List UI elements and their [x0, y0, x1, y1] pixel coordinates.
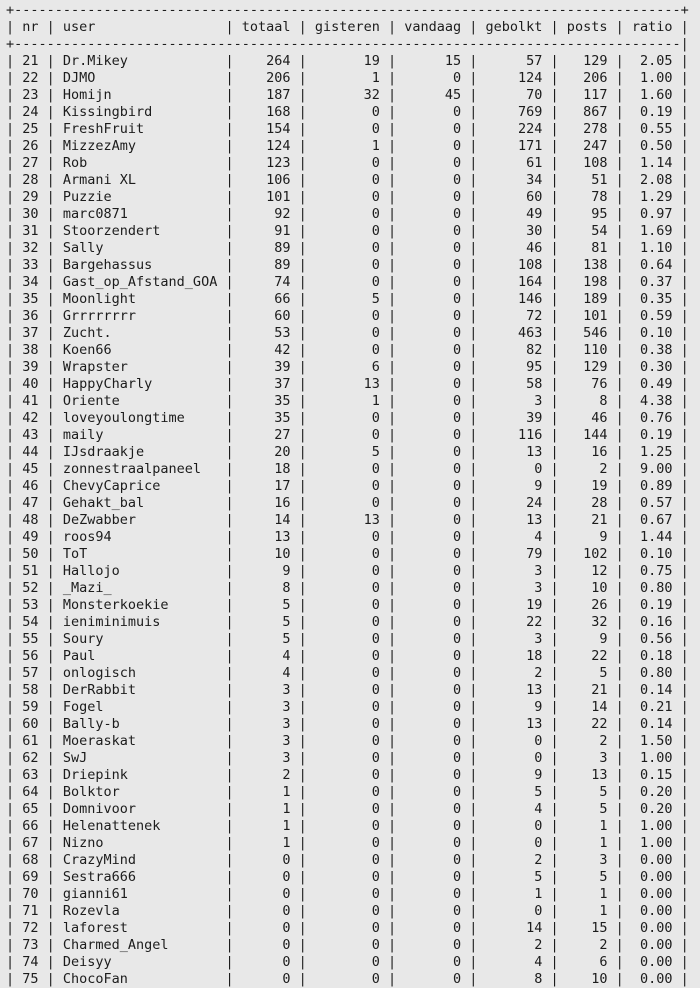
table-row: | 52 | _Mazi_ | 8 | 0 | 0 | 3 | 10 | 0.80 | [6, 580, 689, 596]
table-row: | 43 | maily | 27 | 0 | 0 | 116 | 144 | 0.19 | [6, 427, 689, 443]
table-row: | 40 | HappyCharly | 37 | 13 | 0 | 58 | 76 | 0.49 | [6, 376, 689, 392]
table-row: | 47 | Gehakt_bal | 16 | 0 | 0 | 24 | 28 | 0.57 | [6, 495, 689, 511]
table-row: | 61 | Moeraskat | 3 | 0 | 0 | 0 | 2 | 1.50 | [6, 733, 689, 749]
table-row: | 45 | zonnestraalpaneel | 18 | 0 | 0 | 0 | 2 | 9.00 | [6, 461, 689, 477]
table-row: | 30 | marc0871 | 92 | 0 | 0 | 49 | 95 | 0.97 | [6, 206, 689, 222]
table-row: | 54 | ieniminimuis | 5 | 0 | 0 | 22 | 32 | 0.16 | [6, 614, 689, 630]
table-row: | 37 | Zucht. | 53 | 0 | 0 | 463 | 546 | 0.10 | [6, 325, 689, 341]
table-row: | 59 | Fogel | 3 | 0 | 0 | 9 | 14 | 0.21 | [6, 699, 689, 715]
table-row: | 23 | Homijn | 187 | 32 | 45 | 70 | 117 | 1.60 | [6, 87, 689, 103]
table-row: | 58 | DerRabbit | 3 | 0 | 0 | 13 | 21 | 0.14 | [6, 682, 689, 698]
table-row: | 69 | Sestra666 | 0 | 0 | 0 | 5 | 5 | 0.00 | [6, 869, 689, 885]
table-row: | 66 | Helenattenek | 1 | 0 | 0 | 0 | 1 | 1.00 | [6, 818, 689, 834]
table-row: | 63 | Driepink | 2 | 0 | 0 | 9 | 13 | 0.15 | [6, 767, 689, 783]
table-row: | 42 | loveyoulongtime | 35 | 0 | 0 | 39 | 46 | 0.76 | [6, 410, 689, 426]
table-row: | 46 | ChevyCaprice | 17 | 0 | 0 | 9 | 19 | 0.89 | [6, 478, 689, 494]
table-row: | 22 | DJMO | 206 | 1 | 0 | 124 | 206 | 1.00 | [6, 70, 689, 86]
table-row: | 51 | Hallojo | 9 | 0 | 0 | 3 | 12 | 0.75 | [6, 563, 689, 579]
table-row: | 41 | Oriente | 35 | 1 | 0 | 3 | 8 | 4.38 | [6, 393, 689, 409]
table-header-row: | nr | user | totaal | gisteren | vandaag | gebolkt | posts | ratio | [6, 19, 689, 35]
table-row: | 28 | Armani XL | 106 | 0 | 0 | 34 | 51 | 2.08 | [6, 172, 689, 188]
table-top-border: +----------------------------------------------------------------------------------+ [6, 2, 689, 18]
table-row: | 64 | Bolktor | 1 | 0 | 0 | 5 | 5 | 0.20 | [6, 784, 689, 800]
table-row: | 24 | Kissingbird | 168 | 0 | 0 | 769 | 867 | 0.19 | [6, 104, 689, 120]
table-row: | 26 | MizzezAmy | 124 | 1 | 0 | 171 | 247 | 0.50 | [6, 138, 689, 154]
table-row: | 38 | Koen66 | 42 | 0 | 0 | 82 | 110 | 0.38 | [6, 342, 689, 358]
table-row: | 72 | laforest | 0 | 0 | 0 | 14 | 15 | 0.00 | [6, 920, 689, 936]
table-row: | 65 | Domnivoor | 1 | 0 | 0 | 4 | 5 | 0.20 | [6, 801, 689, 817]
table-row: | 68 | CrazyMind | 0 | 0 | 0 | 2 | 3 | 0.00 | [6, 852, 689, 868]
table-row: | 35 | Moonlight | 66 | 5 | 0 | 146 | 189 | 0.35 | [6, 291, 689, 307]
table-row: | 71 | Rozevla | 0 | 0 | 0 | 0 | 1 | 0.00 | [6, 903, 689, 919]
table-row: | 74 | Deisyy | 0 | 0 | 0 | 4 | 6 | 0.00 | [6, 954, 689, 970]
table-row: | 70 | gianni61 | 0 | 0 | 0 | 1 | 1 | 0.00 | [6, 886, 689, 902]
table-row: | 25 | FreshFruit | 154 | 0 | 0 | 224 | 278 | 0.55 | [6, 121, 689, 137]
table-row: | 34 | Gast_op_Afstand_GOA | 74 | 0 | 0 | 164 | 198 | 0.37 | [6, 274, 689, 290]
table-row: | 36 | Grrrrrrrr | 60 | 0 | 0 | 72 | 101 | 0.59 | [6, 308, 689, 324]
table-row: | 21 | Dr.Mikey | 264 | 19 | 15 | 57 | 129 | 2.05 | [6, 53, 689, 69]
table-row: | 73 | Charmed_Angel | 0 | 0 | 0 | 2 | 2 | 0.00 | [6, 937, 689, 953]
table-row: | 57 | onlogisch | 4 | 0 | 0 | 2 | 5 | 0.80 | [6, 665, 689, 681]
table-row: | 29 | Puzzie | 101 | 0 | 0 | 60 | 78 | 1.29 | [6, 189, 689, 205]
table-row: | 48 | DeZwabber | 14 | 13 | 0 | 13 | 21 | 0.67 | [6, 512, 689, 528]
table-row: | 53 | Monsterkoekie | 5 | 0 | 0 | 19 | 26 | 0.19 | [6, 597, 689, 613]
table-row: | 31 | Stoorzendert | 91 | 0 | 0 | 30 | 54 | 1.69 | [6, 223, 689, 239]
table-row: | 32 | Sally | 89 | 0 | 0 | 46 | 81 | 1.10 | [6, 240, 689, 256]
table-row: | 39 | Wrapster | 39 | 6 | 0 | 95 | 129 | 0.30 | [6, 359, 689, 375]
table-row: | 55 | Soury | 5 | 0 | 0 | 3 | 9 | 0.56 | [6, 631, 689, 647]
table-row: | 27 | Rob | 123 | 0 | 0 | 61 | 108 | 1.14 | [6, 155, 689, 171]
table-row: | 60 | Bally-b | 3 | 0 | 0 | 13 | 22 | 0.14 | [6, 716, 689, 732]
table-row: | 56 | Paul | 4 | 0 | 0 | 18 | 22 | 0.18 | [6, 648, 689, 664]
table-row: | 49 | roos94 | 13 | 0 | 0 | 4 | 9 | 1.44 | [6, 529, 689, 545]
table-header-separator: +----------------------------------------------------------------------------------| [6, 36, 689, 52]
table-row: | 50 | ToT | 10 | 0 | 0 | 79 | 102 | 0.10 | [6, 546, 689, 562]
table-row: | 44 | IJsdraakje | 20 | 5 | 0 | 13 | 16 | 1.25 | [6, 444, 689, 460]
table-row: | 62 | SwJ | 3 | 0 | 0 | 0 | 3 | 1.00 | [6, 750, 689, 766]
table-row: | 33 | Bargehassus | 89 | 0 | 0 | 108 | 138 | 0.64 | [6, 257, 689, 273]
table-row: | 67 | Nizno | 1 | 0 | 0 | 0 | 1 | 1.00 | [6, 835, 689, 851]
table-row: | 75 | ChocoFan | 0 | 0 | 0 | 8 | 10 | 0.00 | [6, 971, 689, 987]
